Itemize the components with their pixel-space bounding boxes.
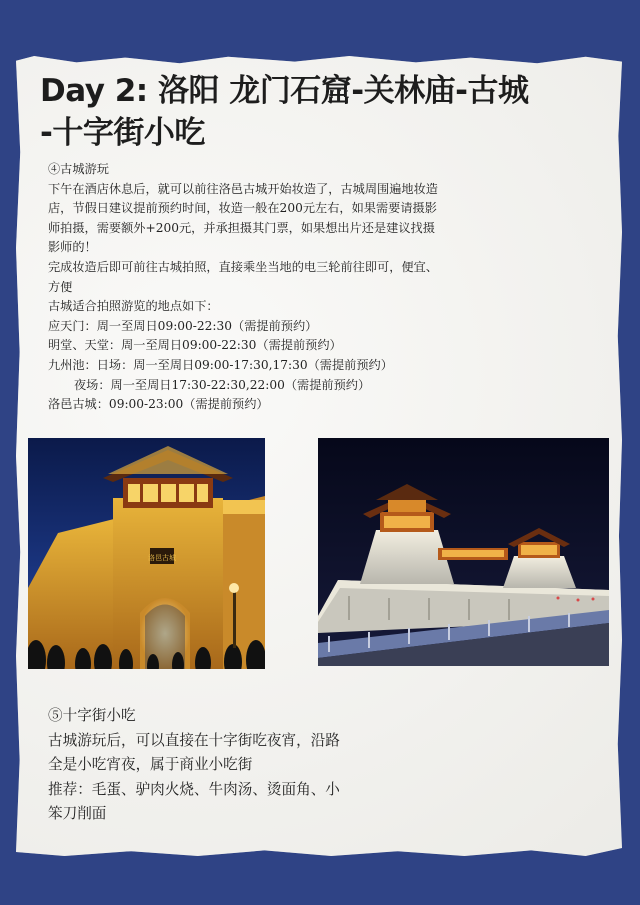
schedule-line: 夜场：周一至周日17:30-22:30,22:00（需提前预约）: [74, 377, 371, 392]
section-snacks: [48, 704, 468, 827]
section-heading: ④古城游玩: [48, 162, 109, 176]
text-line: 全是小吃宵夜，属于商业小吃街: [48, 756, 253, 773]
schedule-line: 明堂、天堂：周一至周日09:00-22:30（需提前预约）: [48, 338, 342, 353]
text-line: 下午在酒店休息后，就可以前往洛邑古城开始妆造了，古城周围遍地妆造: [48, 181, 438, 196]
text-line: 店，节假日建议提前预约时间，妆造一般在200元左右，如果需要请摄影: [48, 201, 437, 216]
section-heading: ⑤十字街小吃: [48, 707, 136, 724]
text-line: 影师的！: [48, 240, 97, 255]
text-line: 古城适合拍照游览的地点如下：: [48, 299, 219, 314]
text-line: 方便: [48, 279, 73, 294]
schedule-line: 洛邑古城：09:00-23:00（需提前预约）: [48, 397, 269, 412]
title-line-2: -十字街小吃: [40, 115, 205, 151]
schedule-line: 应天门：周一至周日09:00-22:30（需提前预约）: [48, 318, 318, 333]
text-line: 师拍摄，需要额外+200元，并承担摄其门票，如果想出片还是建议找摄: [48, 220, 435, 235]
city-gate-illustration: [28, 438, 265, 669]
text-line: 笨刀削面: [48, 805, 107, 822]
title-line-1: Day 2: 洛阳 龙门石窟-关林庙-古城: [40, 73, 529, 109]
text-line: 完成妆造后即可前往古城拍照，直接乘坐当地的电三轮前往即可，便宜、: [48, 259, 438, 274]
page-title: [40, 70, 610, 154]
gate-sign-text: 洛邑古城: [148, 554, 176, 562]
palace-illustration: [318, 438, 609, 666]
text-line: 古城游玩后，可以直接在十字街吃夜宵，沿路: [48, 731, 340, 749]
text-line: 推荐：毛蛋、驴肉火烧、牛肉汤、烫面角、小: [48, 780, 340, 798]
photo-palace: [318, 438, 609, 666]
photo-city-gate: [28, 438, 265, 669]
section-ancient-city: [48, 160, 598, 415]
schedule-line: 九州池：日场：周一至周日09:00-17:30,17:30（需提前预约）: [48, 357, 393, 372]
